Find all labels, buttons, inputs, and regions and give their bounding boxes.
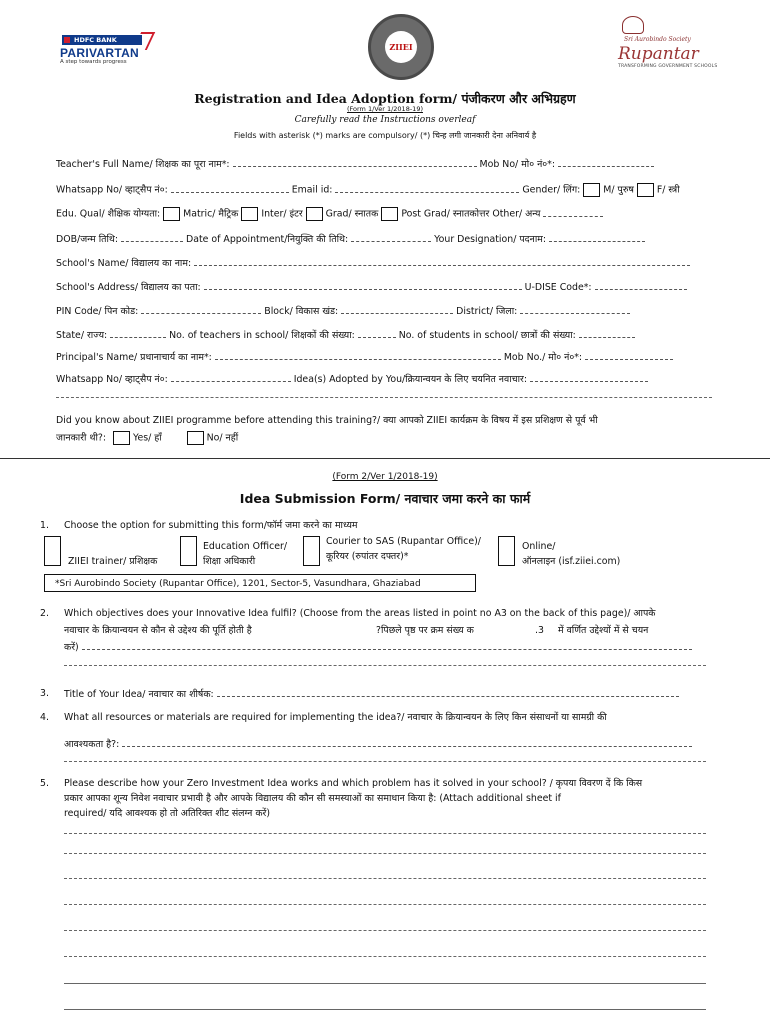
principal-mob-field[interactable]: [585, 351, 673, 360]
description-line-8[interactable]: [64, 1009, 706, 1010]
description-line-2[interactable]: [64, 853, 706, 854]
ideas-adopted-label: Idea(s) Adopted by You/क्रियान्वयन के लिए चयनित नवाचार:: [293, 374, 528, 385]
address-box: [44, 574, 476, 592]
description-line-3[interactable]: [64, 878, 706, 879]
email-field[interactable]: [335, 184, 519, 193]
rupantar-logo: Rupantar: [618, 44, 699, 64]
know-ziiei-question-2: जानकारी थी?:: [56, 432, 107, 444]
male-checkbox[interactable]: [583, 183, 600, 197]
resources-field-2[interactable]: [64, 761, 706, 762]
grad-checkbox[interactable]: [306, 207, 323, 221]
courier-checkbox[interactable]: [303, 536, 320, 566]
ideas-adopted-field-2[interactable]: [56, 397, 712, 398]
state-label: State/ राज्य:: [56, 330, 108, 341]
description-line-6[interactable]: [64, 956, 706, 957]
trainer-checkbox[interactable]: [44, 536, 61, 566]
form1-title: Registration and Idea Adoption form/ पंजीकरण और अभिग्रहण: [194, 91, 576, 106]
sas-address: *Sri Aurobindo Society (Rupantar Office), 1201, Sector-5, Vasundhara, Ghaziabad: [55, 579, 421, 589]
district-label: District/ जिला:: [456, 306, 518, 317]
description-line-5[interactable]: [64, 930, 706, 931]
mob-no-label: Mob No/ मो० नं०*:: [479, 159, 556, 170]
form-divider: [0, 458, 770, 459]
description-line-1[interactable]: [64, 833, 706, 834]
hdfc-bank-logo: [62, 35, 142, 45]
num-teachers-field[interactable]: [358, 329, 396, 338]
ziiei-seal-logo: [368, 14, 434, 80]
online-label-1: Online/: [522, 541, 556, 552]
principal-whatsapp-field[interactable]: [171, 373, 291, 382]
rupantar-emblem-icon: [622, 16, 644, 34]
email-label: Email id:: [291, 184, 333, 196]
parivartan-tagline: A step towards progress: [60, 59, 127, 65]
inter-label: Inter/ इंटर: [261, 208, 303, 220]
no-label: No/ नहीं: [206, 432, 239, 444]
ziiei-seal-text: ZIIEI: [385, 31, 417, 63]
teacher-name-label: Teacher's Full Name/ शिक्षक का पूरा नाम*:: [56, 159, 230, 170]
principal-whatsapp-label: Whatsapp No/ व्हाट्सैप नं०:: [56, 374, 168, 385]
other-label: Other/ अन्य: [492, 208, 541, 220]
post-grad-label: Post Grad/ स्नातकोत्तर: [401, 208, 490, 220]
description-line-4[interactable]: [64, 904, 706, 905]
q4-number: 4.: [40, 712, 49, 723]
school-address-label: School's Address/ विद्यालय का पता:: [56, 282, 201, 293]
q5-text-1: Please describe how your Zero Investment Idea works and which problem has it solved in your school? / कृपया विवरण दें कि किस: [64, 778, 643, 789]
teacher-name-field[interactable]: [233, 158, 477, 167]
male-label: M/ पुरुष: [603, 184, 634, 196]
q5-text-2: प्रकार आपका शून्य निवेश नवाचार प्रभावी है और आपके विद्यालय की कौन सी समस्याओं का समाधान किया है: (Attach additional sheet if: [64, 793, 561, 804]
online-checkbox[interactable]: [498, 536, 515, 566]
whatsapp-field[interactable]: [171, 184, 289, 193]
edu-officer-checkbox[interactable]: [180, 536, 197, 566]
female-checkbox[interactable]: [637, 183, 654, 197]
q4-text-1: What all resources or materials are required for implementing the idea?/ नवाचार के क्रियान्वयन के लिए किन संसाधनों या सामग्री की: [64, 712, 607, 723]
state-field[interactable]: [110, 329, 166, 338]
doa-field[interactable]: [351, 233, 431, 242]
rupantar-tagline: TRANSFORMING GOVERNMENT SCHOOLS: [618, 64, 718, 69]
form1-instructions: Carefully read the Instructions overleaf: [294, 115, 476, 125]
no-checkbox[interactable]: [187, 431, 204, 445]
yes-label: Yes/ हाँ: [132, 432, 162, 444]
gender-label: Gender/ लिंग:: [522, 184, 581, 196]
edu-officer-label-1: Education Officer/: [203, 541, 288, 552]
q2-answer-field-2[interactable]: [64, 665, 706, 666]
q2-answer-field[interactable]: [82, 641, 692, 650]
school-address-field[interactable]: [204, 281, 522, 290]
mob-no-field[interactable]: [558, 158, 654, 167]
principal-mob-label: Mob No./ मो० नं०*:: [503, 352, 583, 363]
q2-text-3: करें): [64, 642, 79, 653]
q2-text-2d: में वर्णित उद्देश्यों में से चयन: [558, 625, 649, 636]
hdfc-bank-text: HDFC BANK: [74, 36, 117, 44]
school-name-label: School's Name/ विद्यालय का नाम:: [56, 258, 192, 269]
form1-version: (Form 1/Ver 1/2018-19): [346, 105, 423, 113]
school-name-field[interactable]: [194, 257, 690, 266]
matric-label: Matric/ मैट्रिक: [183, 208, 239, 220]
form2-title: Idea Submission Form/ नवाचार जमा करने का फार्म: [239, 491, 531, 506]
block-field[interactable]: [341, 305, 453, 314]
know-ziiei-question: Did you know about ZIIEI programme before attending this training?/ क्या आपको ZIIEI कार्यक्रम के विषय में इस प्रशिक्षण से पूर्व भी: [56, 415, 598, 426]
q4-text-2: आवश्यकता है?:: [64, 739, 120, 750]
dob-label: DOB/जन्म तिथि:: [56, 234, 119, 245]
block-label: Block/ विकास खंड:: [264, 306, 339, 317]
grad-label: Grad/ स्नातक: [325, 208, 379, 220]
dob-field[interactable]: [121, 233, 183, 242]
whatsapp-label: Whatsapp No/ व्हाट्सैप नं०:: [56, 184, 168, 196]
pin-field[interactable]: [141, 305, 261, 314]
rupantar-society-text: Sri Aurobindo Society: [624, 36, 691, 43]
parivartan-logo: PARIVARTAN: [60, 46, 139, 60]
q3-number: 3.: [40, 688, 49, 699]
q5-number: 5.: [40, 778, 49, 789]
inter-checkbox[interactable]: [241, 207, 258, 221]
num-students-label: No. of students in school/ छात्रों की संख्या:: [398, 330, 576, 341]
idea-title-field[interactable]: [217, 688, 679, 697]
other-qual-field[interactable]: [543, 208, 603, 217]
pin-label: PIN Code/ पिन कोड:: [56, 306, 139, 317]
courier-label-1: Courier to SAS (Rupantar Office)/: [326, 536, 481, 547]
form2-version: (Form 2/Ver 1/2018-19): [332, 472, 438, 482]
q2-text-2a: नवाचार के क्रियान्वयन से कौन से उद्देश्य की पूर्ति होती है: [64, 625, 252, 636]
edu-qual-label: Edu. Qual/ शैक्षिक योग्यता:: [56, 208, 161, 220]
designation-field[interactable]: [549, 233, 645, 242]
compulsory-note: Fields with asterisk (*) marks are compulsory/ (*) चिन्ह लगी जानकारी देना अनिवार्य है: [233, 131, 537, 140]
q2-text-2c: .3: [535, 625, 544, 636]
udise-label: U-DISE Code*:: [524, 282, 592, 293]
district-field[interactable]: [520, 305, 630, 314]
q1-text: Choose the option for submitting this form/फॉर्म जमा करने का माध्यम: [64, 520, 358, 531]
courier-label-2: कूरियर (रुपांतर दफ्तर)*: [326, 551, 409, 562]
trainer-option-label: ZIIEI trainer/ प्रशिक्षक: [68, 556, 158, 567]
post-grad-checkbox[interactable]: [381, 207, 398, 221]
q2-text-1: Which objectives does your Innovative Idea fulfil? (Choose from the areas listed in point no A3 on the back of this page)/ आपके: [64, 608, 656, 619]
yes-checkbox[interactable]: [113, 431, 130, 445]
matric-checkbox[interactable]: [163, 207, 180, 221]
female-label: F/ स्त्री: [656, 184, 680, 196]
designation-label: Your Designation/ पदनाम:: [434, 234, 547, 245]
description-line-7[interactable]: [64, 983, 706, 984]
principal-name-label: Principal's Name/ प्रधानाचार्य का नाम*:: [56, 352, 212, 363]
num-teachers-label: No. of teachers in school/ शिक्षकों की संख्या:: [169, 330, 355, 341]
q1-number: 1.: [40, 520, 49, 531]
doa-label: Date of Appointment/नियुक्ति की तिथि:: [186, 234, 349, 245]
principal-name-field[interactable]: [215, 351, 501, 360]
edu-officer-label-2: शिक्षा अधिकारी: [203, 556, 256, 567]
num-students-field[interactable]: [579, 329, 635, 338]
q3-text: Title of Your Idea/ नवाचार का शीर्षक:: [64, 689, 214, 700]
q5-text-3: required/ यदि आवश्यक हो तो अतिरिक्त शीट संलग्न करें): [64, 808, 271, 819]
q2-text-2b: ?पिछले पृष्ठ पर क्रम संख्य क: [376, 625, 474, 636]
online-label-2: ऑनलाइन (isf.ziiei.com): [522, 556, 621, 567]
resources-field[interactable]: [122, 738, 692, 747]
udise-field[interactable]: [595, 281, 687, 290]
ideas-adopted-field[interactable]: [530, 373, 648, 382]
q2-number: 2.: [40, 608, 49, 619]
